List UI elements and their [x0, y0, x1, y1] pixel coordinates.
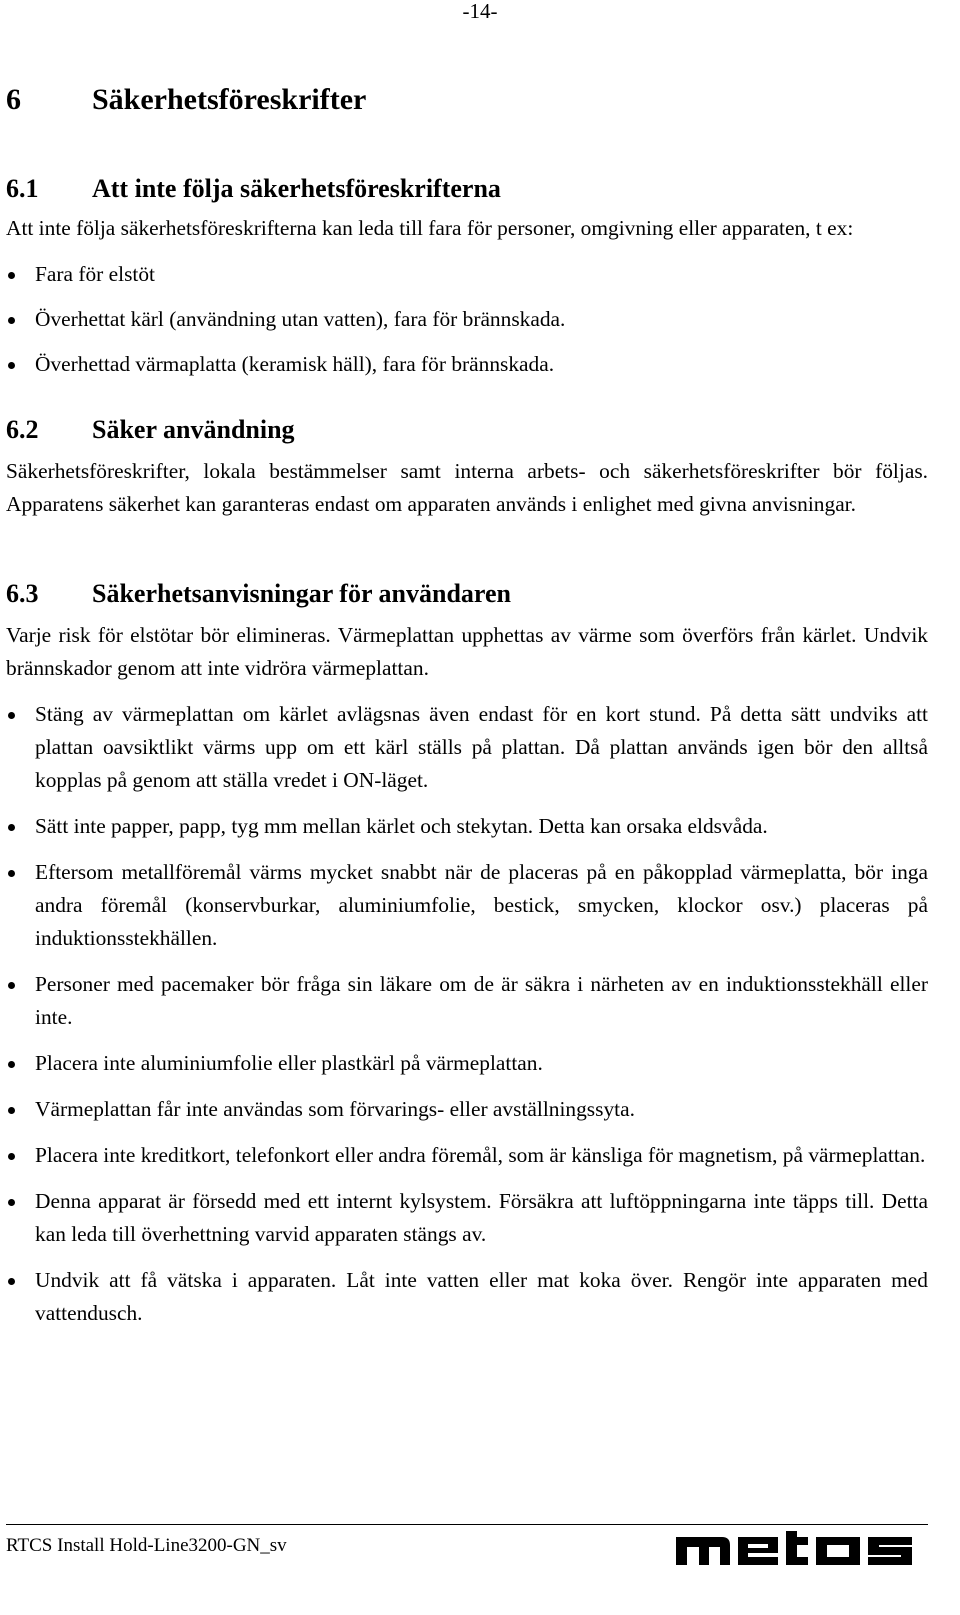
list-item: Överhettad värmaplatta (keramisk häll), fara för brännskada.	[6, 348, 928, 381]
subsection-number: 6.1	[6, 174, 39, 203]
subsection-number: 6.2	[6, 415, 39, 444]
subsection-intro: Att inte följa säkerhetsföreskrifterna kan leda till fara för personer, omgivning eller apparaten, t ex:	[6, 216, 854, 240]
subsection-intro: Varje risk för elstötar bör elimineras. Värmeplattan upphettas av värme som överförs från kärlet. Undvik brännskador genom att inte vidröra värmeplattan.	[6, 623, 928, 680]
footer-document-name: RTCS Install Hold-Line3200-GN_sv	[6, 1535, 287, 1556]
list-item: Denna apparat är försedd med ett internt kylsystem. Försäkra att luftöppningarna inte täpps till. Detta kan leda till överhettning varvid apparaten stängs av.	[6, 1185, 928, 1251]
bullet-list	[6, 698, 928, 1330]
subsection-number: 6.3	[6, 579, 39, 608]
section-number: 6	[6, 83, 21, 116]
list-item: Placera inte kreditkort, telefonkort eller andra föremål, som är känsliga för magnetism, på värmeplattan.	[6, 1139, 928, 1172]
page-number: -14-	[462, 0, 498, 23]
subsection-title: Säkerhetsanvisningar för användaren	[92, 579, 511, 608]
section-title: Säkerhetsföreskrifter	[92, 83, 367, 116]
document-body	[6, 78, 928, 1343]
list-item: Överhettat kärl (användning utan vatten), fara för brännskada.	[6, 303, 928, 336]
list-item: Stäng av värmeplattan om kärlet avlägsnas även endast för en kort stund. På detta sätt undviks att plattan oavsiktlikt värms upp om ett kärl ställs på plattan. Då plattan används igen bör den alltså kopplas på genom att ställa vredet i ON-läget.	[6, 698, 928, 797]
list-item: Personer med pacemaker bör fråga sin läkare om de är säkra i närheten av en induktionsstekhäll eller inte.	[6, 968, 928, 1034]
bullet-list	[6, 258, 928, 381]
metos-logo	[676, 1531, 928, 1565]
subsection-title: Att inte följa säkerhetsföreskrifterna	[92, 174, 501, 203]
section-heading	[6, 78, 928, 122]
subsection-heading-6-1	[6, 170, 928, 208]
list-item: Eftersom metallföremål värms mycket snabbt när de placeras på en påkopplad värmeplatta, bör inga andra föremål (konservburkar, aluminiumfolie, bestick, smycken, klockor osv.) placeras på induktionsstekhällen.	[6, 856, 928, 955]
subsection-heading-6-3	[6, 575, 928, 613]
list-item: Placera inte aluminiumfolie eller plastkärl på värmeplattan.	[6, 1047, 928, 1080]
subsection-title: Säker användning	[92, 415, 295, 444]
list-item: Sätt inte papper, papp, tyg mm mellan kärlet och stekytan. Detta kan orsaka eldsvåda.	[6, 810, 928, 843]
subsection-intro: Säkerhetsföreskrifter, lokala bestämmelser samt interna arbets- och säkerhetsföreskrifter bör följas. Apparatens säkerhet kan garanteras endast om apparaten används i enlighet med givna anvisningar.	[6, 459, 928, 516]
list-item: Fara för elstöt	[6, 258, 928, 291]
list-item: Undvik att få vätska i apparaten. Låt inte vatten eller mat koka över. Rengör inte apparaten med vattendusch.	[6, 1264, 928, 1330]
list-item: Värmeplattan får inte användas som förvarings- eller avställningssyta.	[6, 1093, 928, 1126]
footer-divider	[6, 1524, 928, 1525]
subsection-heading-6-2	[6, 411, 928, 449]
